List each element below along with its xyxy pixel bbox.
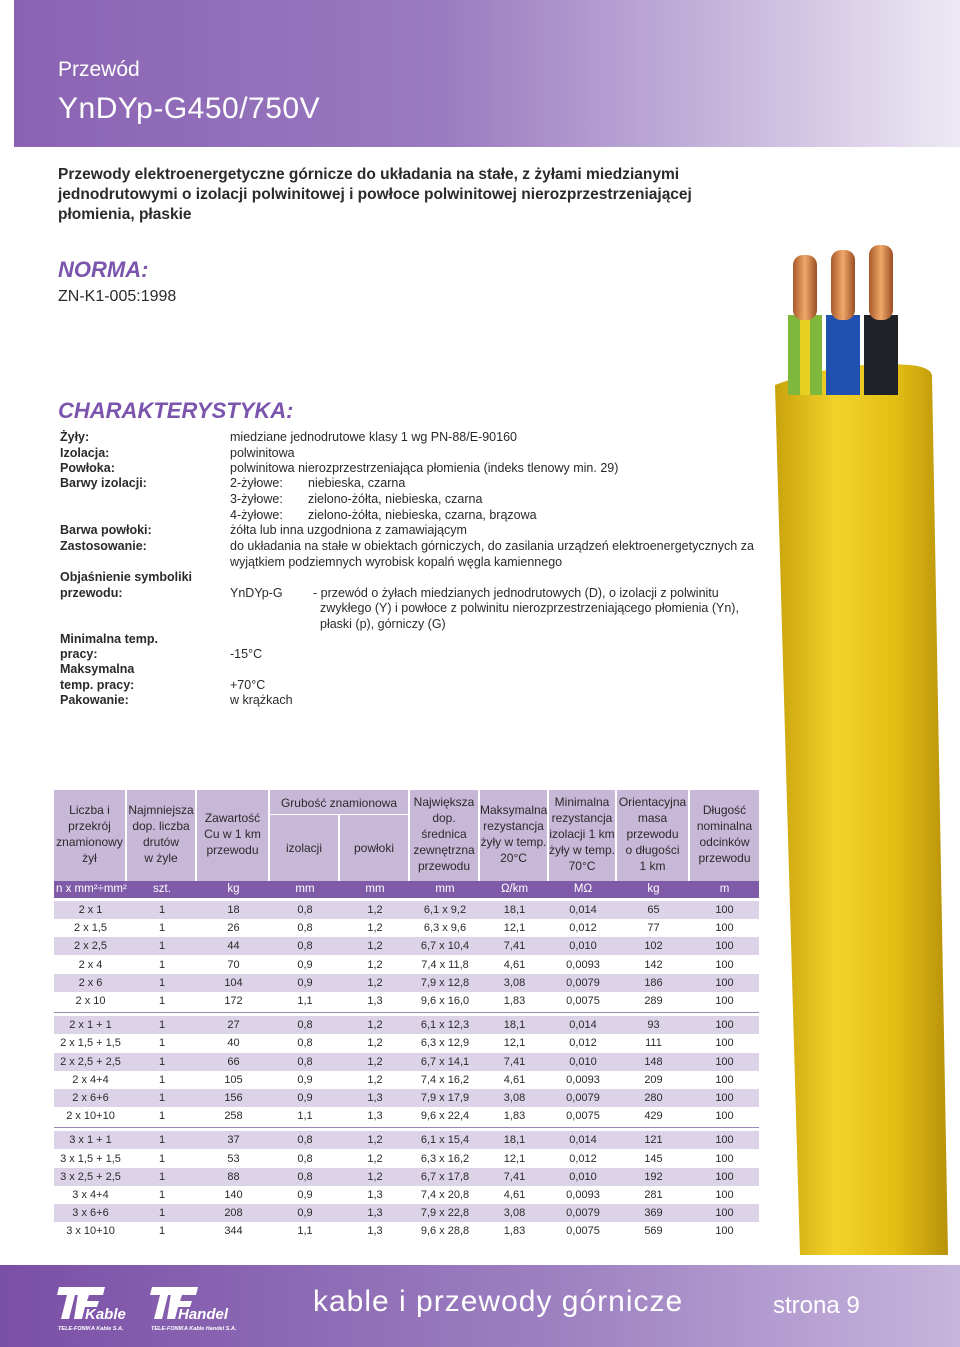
table-cell: 172 [224,995,243,1007]
table-cell: 6,3 x 12,9 [420,1037,470,1050]
footer-tagline: kable i przewody górnicze [313,1285,684,1318]
copper-core-3 [869,245,893,320]
table-cell: 1 [158,904,166,916]
table-cell: 0,0075 [566,1225,600,1238]
th-cell-5 [480,790,547,882]
table-cell: 6,3 x 16,2 [420,1152,470,1165]
table-cell: 6,7 x 14,1 [420,1055,470,1068]
norma-value: ZN-K1-005:1998 [58,288,177,305]
table-cell: 1,2 [367,1073,383,1086]
th-dlugosc: Długość nominalna odcinków przewodu [696,803,753,865]
unit-10: m [719,883,730,895]
barwy-key-4: 4-żyłowe: [230,508,283,522]
table-cell: 156 [224,1092,243,1104]
table-cell: 6,1 x 15,4 [420,1134,470,1147]
table-cell: 1,1 [297,1225,313,1238]
table-cell: 0,010 [569,940,597,953]
table-cell: 100 [715,1207,734,1220]
spec-label-symbol-1: Objaśnienie symboliki [60,570,192,584]
symbol-desc-2: zwykłego (Y) i powłoce z polwinitu nierozprzestrzeniającego płomienia (Yn), [320,601,739,615]
table-cell: 102 [644,940,663,953]
table-row [54,901,759,919]
table-cell: 0,8 [297,904,313,916]
table-cell: 0,0075 [566,1110,600,1123]
table-cell: 0,010 [569,1055,597,1068]
table-cell: 2 x 6+6 [72,1092,109,1104]
table-cell: 1 [158,1134,166,1147]
table-cell: 3,08 [503,976,526,989]
table-cell: 209 [644,1073,663,1086]
table-cell: 0,0079 [566,1092,600,1104]
table-cell: 0,0079 [566,976,600,989]
table-cell: 0,9 [297,958,313,971]
table-cell: 1 [158,1110,166,1123]
table-units-row [54,881,759,898]
unit-5: mm [365,883,385,895]
table-cell: 6,7 x 17,8 [420,1170,470,1183]
wire-yellow-stripe [800,315,810,395]
spec-value-zastosowanie-2: wyjątkiem podziemnych wyrobisk kopalń węgla kamiennego [230,555,563,569]
table-cell: 7,4 x 20,8 [420,1189,470,1201]
header-subtitle: Przewód [58,58,140,81]
table-cell: 258 [224,1110,243,1123]
table-cell: 100 [715,904,734,916]
table-cell: 3 x 1,5 + 1,5 [60,1152,121,1165]
table-cell: 0,012 [569,1037,597,1050]
table-cell: 100 [715,1037,734,1050]
unit-1: n x mm²÷mm² [56,883,127,895]
table-cell: 100 [715,958,734,971]
table-cell: 1 [158,1225,166,1238]
barwy-key-2: 2-żyłowe: [230,476,283,490]
table-cell: 0,8 [297,940,313,953]
th-grubosc: Grubość znamionowa [280,796,398,810]
table-cell: 105 [224,1073,243,1086]
table-cell: 88 [227,1170,240,1183]
table-cell: 12,1 [503,1037,526,1050]
unit-2: szt. [153,883,171,895]
unit-3: kg [227,883,240,895]
table-cell: 3 x 4+4 [72,1189,109,1201]
table-cell: 6,3 x 9,6 [423,922,467,935]
table-cell: 1,2 [367,940,383,953]
spec-label-min-temp-1: Minimalna temp. [60,632,158,646]
unit-7: Ω/km [500,883,529,895]
table-cell: 4,61 [503,1189,526,1201]
table-row [54,956,759,974]
table-cell: 12,1 [503,1152,526,1165]
spec-label-powloka: Powłoka: [60,461,115,475]
spec-value-zastosowanie-1: do układania na stałe w obiektach górniczych, do zasilania urządzeń elektroenergetycznych za [230,539,754,553]
table-cell: 0,0079 [566,1207,600,1220]
table-cell: 121 [644,1134,663,1147]
table-cell: 1 [158,1189,166,1201]
table-cell: 1,2 [367,1019,383,1032]
table-cell: 104 [224,976,243,989]
table-cell: 3,08 [503,1092,526,1104]
group-separator [54,1012,759,1013]
table-cell: 40 [227,1037,240,1050]
table-cell: 93 [647,1019,660,1032]
logo2-sub: TELE-FONIKA Kable Handel S.A. [151,1326,237,1332]
th-cell-7 [617,790,688,882]
table-cell: 1,3 [367,1189,383,1201]
spec-label-barwa-powloki: Barwa powłoki: [60,523,152,537]
table-cell: 6,1 x 12,3 [420,1019,470,1032]
table-cell: 0,8 [297,1019,313,1032]
table-cell: 18,1 [503,1019,526,1032]
characteristics-heading: CHARAKTERYSTYKA: [58,398,294,423]
table-cell: 7,41 [503,940,526,953]
table-cell: 2 x 1,5 [73,922,108,935]
table-cell: 1 [158,976,166,989]
unit-8: MΩ [573,883,593,895]
table-row [54,1131,759,1149]
th-liczba: Liczba i przekrój znamionowy żył [56,803,123,865]
table-cell: 0,014 [569,904,597,916]
table-cell: 3 x 6+6 [72,1207,109,1220]
th-srednica: Największa dop. średnica zewnętrzna przewodu [413,795,475,873]
product-description: Przewody elektroenergetyczne górnicze do układania na stałe, z żyłami miedzianymi jednodrutowymi o izolacji polwinitowej i powłoce polwinitowej nierozprzestrzeniającej płomienia, płaskie [58,166,692,223]
table-cell: 1,1 [297,995,313,1007]
spec-value-pakowanie: w krążkach [230,693,293,707]
table-cell: 429 [644,1110,663,1123]
table-cell: 1 [158,1073,166,1086]
table-cell: 1,83 [503,995,526,1007]
symbol-desc-3: płaski (p), górniczy (G) [320,617,446,631]
th-cell-4 [410,790,478,882]
barwy-value-3: zielono-żółta, niebieska, czarna [308,492,483,506]
table-cell: 281 [644,1189,663,1201]
table-cell: 18 [227,904,240,916]
table-cell: 1,2 [367,1134,383,1147]
table-cell: 186 [644,976,663,989]
table-cell: 12,1 [503,922,526,935]
table-cell: 4,61 [503,958,526,971]
table-cell: 0,9 [297,1092,313,1104]
table-cell: 569 [644,1225,663,1238]
table-row [54,1071,759,1089]
table-cell: 0,9 [297,1207,313,1220]
spec-label-pakowanie: Pakowanie: [60,693,129,707]
table-cell: 77 [647,922,660,935]
table-cell: 0,0075 [566,995,600,1007]
table-cell: 1,2 [367,976,383,989]
symbol-desc-1: - przewód o żyłach miedzianych jednodrutowych (D), o izolacji z polwinitu [313,586,719,600]
table-cell: 1 [158,1019,166,1032]
table-cell: 44 [227,940,240,953]
spec-label-barwy: Barwy izolacji: [60,476,147,490]
table-cell: 100 [715,1019,734,1032]
table-cell: 1 [158,1055,166,1068]
table-cell: 0,010 [569,1170,597,1183]
table-cell: 18,1 [503,1134,526,1147]
table-row [54,1107,759,1125]
table-row [54,1204,759,1222]
table-cell: 111 [645,1037,662,1050]
th-cell-3 [197,790,268,882]
table-cell: 1,2 [367,1152,383,1165]
table-cell: 0,9 [297,1189,313,1201]
table-row [54,1222,759,1240]
table-cell: 0,8 [297,922,313,935]
table-row [54,1089,759,1107]
table-cell: 100 [715,1152,734,1165]
table-cell: 1 [158,1207,166,1220]
table-cell: 0,012 [569,922,597,935]
page-footer [0,1265,960,1347]
table-cell: 7,41 [503,1170,526,1183]
table-cell: 7,4 x 16,2 [420,1073,470,1086]
barwy-value-4: zielono-żółta, niebieska, czarna, brązowa [308,508,537,522]
cable-illustration [760,215,960,1255]
table-cell: 192 [644,1170,663,1183]
table-cell: 0,8 [297,1037,313,1050]
table-cell: 2 x 6 [78,976,103,989]
copper-core-1 [793,255,817,320]
th-rezystancja: Maksymalna rezystancja żyły w temp. 20°C [480,803,548,865]
table-cell: 1,2 [367,1037,383,1050]
table-cell: 1,83 [503,1110,526,1123]
table-cell: 100 [715,1073,734,1086]
table-cell: 100 [715,1170,734,1183]
table-cell: 65 [647,904,660,916]
logo1-sub: TELE-FONIKA Kable S.A. [58,1326,124,1332]
table-cell: 100 [715,922,734,935]
table-cell: 344 [224,1225,243,1238]
table-cell: 1,2 [367,922,383,935]
cable-sheath [775,364,948,1255]
logo1-text: Kable [85,1306,126,1323]
table-cell: 0,8 [297,1134,313,1147]
th-druty: Najmniejsza dop. liczba drutów w żyle [128,803,194,865]
spec-value-izolacja: polwinitowa [230,446,295,460]
table-cell: 37 [227,1134,240,1147]
table-cell: 1,2 [367,1170,383,1183]
table-cell: 100 [715,1189,734,1201]
table-cell: 100 [715,940,734,953]
spec-label-max-temp-2: temp. pracy: [60,678,135,692]
tf-kable-logo [55,1275,135,1335]
header-title: YnDYp-G450/750V [58,92,321,125]
table-cell: 1,3 [367,1110,383,1123]
table-row [54,974,759,992]
table-cell: 1 [158,958,166,971]
barwy-value-2: niebieska, czarna [308,476,406,490]
table-cell: 0,0093 [566,1073,600,1086]
table-cell: 7,9 x 12,8 [420,976,470,989]
table-cell: 2 x 4+4 [72,1073,109,1086]
table-cell: 9,6 x 16,0 [420,995,470,1007]
table-cell: 1,2 [367,904,383,916]
table-cell: 0,0093 [566,958,600,971]
table-cell: 0,014 [569,1019,597,1032]
spec-value-min-temp: -15°C [230,647,263,661]
table-cell: 0,8 [297,1152,313,1165]
spec-label-zyly: Żyły: [60,430,90,444]
spec-label-min-temp-2: pracy: [60,647,98,661]
table-row [54,1186,759,1204]
table-cell: 208 [224,1207,243,1220]
table-cell: 7,41 [503,1055,526,1068]
th-cell-2 [127,790,195,882]
wire-black [864,315,898,395]
table-row [54,919,759,937]
table-cell: 0,9 [297,976,313,989]
table-cell: 1,1 [297,1110,313,1123]
table-cell: 1,3 [367,995,383,1007]
spec-label-symbol-2: przewodu: [60,586,123,600]
table-cell: 1 [158,922,166,935]
table-cell: 0,014 [569,1134,597,1147]
table-row [54,1034,759,1052]
table-cell: 7,9 x 17,9 [420,1092,470,1104]
table-cell: 7,9 x 22,8 [420,1207,470,1220]
table-row [54,1168,759,1186]
table-row [54,992,759,1010]
table-cell: 3 x 1 + 1 [69,1134,112,1147]
table-cell: 7,4 x 11,8 [421,958,469,971]
table-cell: 100 [715,976,734,989]
table-cell: 2 x 4 [78,958,103,971]
table-cell: 9,6 x 22,4 [420,1110,470,1123]
table-cell: 0,0093 [566,1189,600,1201]
table-cell: 6,7 x 10,4 [420,940,470,953]
wire-blue [826,315,860,395]
table-cell: 3 x 2,5 + 2,5 [60,1170,121,1183]
table-cell: 0,9 [297,1073,313,1086]
table-cell: 27 [227,1019,240,1032]
th-cell-8 [690,790,759,882]
table-cell: 2 x 1 [78,904,103,916]
table-cell: 1 [158,1092,166,1104]
table-cell: 1 [158,1152,166,1165]
table-row [54,937,759,955]
table-cell: 148 [644,1055,663,1068]
table-cell: 66 [227,1055,240,1068]
table-cell: 1 [158,995,166,1007]
table-cell: 4,61 [503,1073,526,1086]
table-cell: 100 [715,995,734,1007]
table-cell: 280 [644,1092,663,1104]
table-cell: 2 x 2,5 [73,940,108,953]
logo2-text: Handel [178,1306,229,1323]
table-cell: 0,8 [297,1055,313,1068]
tf-handel-logo [148,1275,243,1335]
page-number: strona 9 [773,1292,860,1319]
table-cell: 0,8 [297,1170,313,1183]
table-cell: 18,1 [503,904,526,916]
th-cell-grubosc [270,790,408,882]
spec-value-powloka: polwinitowa nierozprzestrzeniająca płomienia (indeks tlenowy min. 29) [230,461,619,475]
table-cell: 140 [224,1189,243,1201]
table-cell: 26 [227,922,240,935]
table-cell: 100 [715,1225,734,1238]
table-cell: 9,6 x 28,8 [420,1225,470,1238]
unit-6: mm [435,883,455,895]
copper-core-2 [831,250,855,320]
th-izolacji: izolacji [285,841,322,855]
table-cell: 100 [715,1110,734,1123]
table-cell: 0,012 [569,1152,597,1165]
table-cell: 100 [715,1055,734,1068]
table-cell: 1,83 [503,1225,526,1238]
th-izolacja-rez: Minimalna rezystancja izolacji 1 km żyły w temp. 70°C [549,795,616,873]
th-cell-6 [549,790,615,882]
table-cell: 100 [715,1092,734,1104]
table-cell: 2 x 10 [75,995,106,1007]
table-cell: 3,08 [503,1207,526,1220]
page-header [14,0,960,147]
unit-4: mm [295,883,315,895]
symbol-code: YnDYp-G [230,586,283,600]
spec-value-zyly: miedziane jednodrutowe klasy 1 wg PN-88/E-90160 [230,430,517,444]
table-cell: 1,3 [367,1225,383,1238]
th-cu: Zawartość Cu w 1 km przewodu [204,811,261,857]
table-cell: 1,2 [367,1055,383,1068]
table-cell: 142 [644,958,663,971]
table-cell: 1,3 [367,1207,383,1220]
spec-label-izolacja: Izolacja: [60,446,110,460]
spec-label-zastosowanie: Zastosowanie: [60,539,147,553]
table-cell: 1 [158,1037,166,1050]
table-cell: 3 x 10+10 [66,1225,115,1238]
table-cell: 289 [644,995,663,1007]
table-cell: 145 [644,1152,663,1165]
table-row [54,1053,759,1071]
table-row [54,1016,759,1034]
group-separator [54,1127,759,1128]
table-cell: 2 x 1,5 + 1,5 [60,1037,121,1050]
table-cell: 53 [227,1152,240,1165]
table-cell: 70 [227,958,240,971]
table-cell: 1 [158,940,166,953]
norma-heading: NORMA: [58,257,149,282]
spec-value-barwa-powloki: żółta lub inna uzgodniona z zamawiającym [230,523,467,537]
table-row [54,1150,759,1168]
table-cell: 2 x 2,5 + 2,5 [60,1055,121,1068]
table-cell: 2 x 10+10 [66,1110,115,1123]
spec-label-max-temp-1: Maksymalna [60,662,135,676]
spec-value-max-temp: +70°C [230,678,266,692]
th-powloki: powłoki [353,841,395,855]
table-cell: 2 x 1 + 1 [69,1019,112,1032]
unit-9: kg [647,883,660,895]
table-cell: 6,1 x 9,2 [423,904,467,916]
table-cell: 100 [715,1134,734,1147]
table-cell: 1,2 [367,958,383,971]
table-cell: 369 [644,1207,663,1220]
barwy-key-3: 3-żyłowe: [230,492,283,506]
table-cell: 1 [158,1170,166,1183]
th-cell-1 [54,790,125,882]
th-masa: Orientacyjna masa przewodu o długości 1 km [618,795,687,873]
table-cell: 1,3 [367,1092,383,1104]
